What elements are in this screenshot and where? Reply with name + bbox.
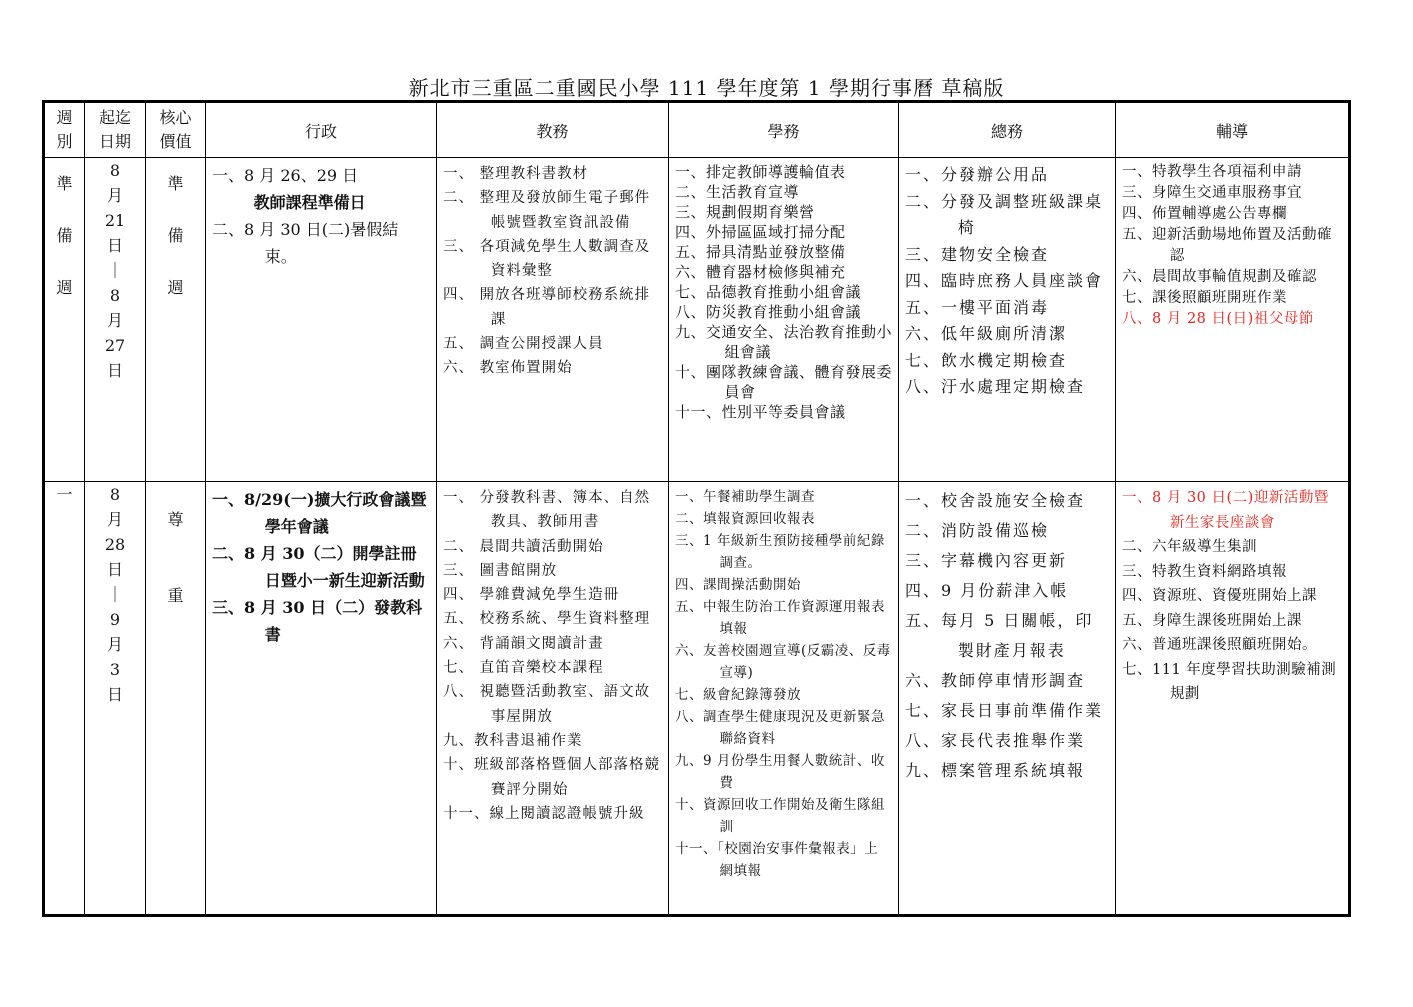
list-item: 四、外掃區區域打掃分配 (675, 223, 846, 241)
page-title: 新北市三重區二重國民小學 111 學年度第 1 學期行事曆 草稿版 (408, 76, 1005, 100)
list-item: 七、家長日事前準備作業 (905, 701, 1104, 720)
list-item: 十一、線上閱讀認證帳號升級 (443, 805, 645, 822)
list-item: 六、 背誦韻文閱讀計畫 (443, 635, 604, 652)
list-item: 一、分發辦公用品 (905, 165, 1050, 184)
list-item: 二、填報資源回收報表 (675, 511, 815, 527)
counseling-cell (1116, 482, 1350, 916)
list-item: 三、建物安全檢查 (905, 244, 1050, 264)
list-item: 六、 教室佈置開始 (443, 360, 573, 377)
list-item: 三、特教生資料網路填報 (1122, 563, 1287, 580)
list-item: 五、中報生防治工作資源運用報表填報 (675, 599, 885, 637)
teaching-cell (437, 158, 669, 482)
counseling-cell (1116, 158, 1350, 482)
list-item: 四、9 月份薪津入帳 (905, 581, 1069, 600)
list-item: 十、班級部落格暨個人部落格競賽評分開始 (443, 757, 660, 798)
core-value-cell: 準 備 週 (146, 158, 206, 482)
list-item: 三、規劃假期育樂營 (675, 203, 815, 221)
list-item: 四、臨時庶務人員座談會 (905, 271, 1104, 290)
student-affairs-cell (669, 158, 899, 482)
list-item: 七、級會紀錄簿發放 (675, 687, 801, 703)
list-item: 一、8/29(一)擴大行政會議暨學年會議 (212, 490, 427, 536)
header-core-value: 核心 價值 (146, 102, 206, 158)
list-item: 八、防災教育推動小組會議 (675, 303, 862, 321)
list-item: 一、 分發教科書、簿本、自然教具、教師用書 (443, 490, 651, 531)
list-item: 八、 視聽暨活動教室、語文故事屋開放 (443, 684, 651, 725)
list-item: 十一、性別平等委員會議 (675, 403, 846, 421)
list-item: 二、8 月 30（二）開學註冊日暨小一新生迎新活動 (212, 544, 425, 590)
list-item: 六、普通班課後照顧班開始。 (1122, 637, 1317, 653)
list-item: 一、 整理教科書教材 (443, 166, 589, 182)
list-item: 七、品德教育推動小組會議 (675, 283, 862, 301)
admin-cell (206, 482, 437, 916)
date-range-cell: 8 月 28 日 ｜ 9 月 3 日 (85, 482, 146, 916)
list-item: 四、 開放各班導師校務系統排課 (443, 287, 651, 328)
list-item: 一、8 月 26、29 日 (212, 166, 359, 185)
list-item: 九、標案管理系統填報 (905, 761, 1086, 780)
week-cell: 一 (44, 482, 85, 916)
list-item: 三、 圖書館開放 (443, 562, 558, 579)
list-item: 一、午餐補助學生調查 (675, 489, 815, 505)
list-item: 五、每月 5 日關帳，印製財產月報表 (905, 611, 1094, 660)
list-item: 一、特教學生各項福利申請 (1122, 164, 1302, 180)
student-affairs-cell (669, 482, 899, 916)
header-admin: 行政 (206, 102, 437, 158)
list-item: 三、字幕機內容更新 (905, 551, 1068, 570)
admin-cell (206, 158, 437, 482)
list-item: 二、生活教育宣導 (675, 183, 800, 201)
week-cell: 準 備 週 (44, 158, 85, 482)
list-item: 七、飲水機定期檢查 (905, 350, 1068, 370)
date-range-cell: 8 月 21 日 ｜ 8 月 27 日 (85, 158, 146, 482)
header-counseling: 輔導 (1116, 102, 1350, 158)
list-item: 一、校舍設施安全檢查 (905, 491, 1086, 510)
list-item: 二、分發及調整班級課桌椅 (905, 191, 1104, 237)
list-item: 二、 整理及發放師生電子郵件帳號暨教室資訊設備 (443, 190, 651, 231)
list-item: 四、課間操活動開始 (675, 577, 801, 593)
list-item: 十、資源回收工作開始及衛生隊組訓 (675, 797, 885, 835)
list-item: 八、調查學生健康現況及更新緊急聯絡資料 (675, 709, 885, 747)
list-item: 九、教科書退補作業 (443, 732, 583, 749)
header-week: 週 別 (44, 102, 85, 158)
list-item: 四、資源班、資優班開始上課 (1122, 588, 1317, 604)
header-date: 起迄 日期 (85, 102, 146, 158)
list-item: 二、8 月 30 日(二)暑假結束。 (212, 220, 399, 266)
table-row (44, 482, 1350, 916)
list-item: 三、8 月 30 日（二）發教科書 (212, 598, 423, 644)
header-teaching: 教務 (437, 102, 669, 158)
list-item: 五、迎新活動場地佈置及活動確認 (1122, 227, 1332, 264)
teaching-cell (437, 482, 669, 916)
list-item: 教師課程準備日 (253, 193, 366, 212)
header-row (44, 102, 1350, 158)
core-value-cell: 尊 重 (146, 482, 206, 916)
list-item: 七、課後照顧班開班作業 (1122, 290, 1287, 306)
list-item: 六、體育器材檢修與補充 (675, 263, 846, 281)
list-item: 五、掃具清點並發放整備 (675, 243, 846, 261)
list-item: 六、低年級廁所清潔 (905, 324, 1068, 343)
list-item: 二、消防設備巡檢 (905, 521, 1050, 540)
list-item: 三、身障生交通車服務事宜 (1122, 185, 1302, 201)
list-item: 五、身障生課後班開始上課 (1122, 612, 1302, 629)
general-affairs-cell (899, 158, 1116, 482)
list-item: 六、友善校園週宣導(反霸凌、反毒宣導) (675, 643, 891, 681)
list-item: 五、一樓平面消毒 (905, 297, 1050, 317)
list-item-highlight: 一、8 月 30 日(二)迎新活動暨新生家長座談會 (1122, 490, 1329, 531)
list-item: 二、六年級導生集訓 (1122, 539, 1257, 555)
list-item: 五、 校務系統、學生資料整理 (443, 611, 651, 628)
list-item: 九、9 月份學生用餐人數統計、收費 (675, 753, 885, 791)
list-item: 二、 晨間共讀活動開始 (443, 538, 604, 555)
list-item: 十、團隊教練會議、體育發展委員會 (675, 363, 893, 401)
list-item: 五、 調查公開授課人員 (443, 336, 604, 353)
list-item-highlight: 八、8 月 28 日(日)祖父母節 (1122, 311, 1314, 327)
list-item: 八、汙水處理定期檢查 (905, 377, 1086, 396)
list-item: 一、排定教師導護輪值表 (675, 163, 846, 181)
list-item: 九、交通安全、法治教育推動小組會議 (675, 323, 893, 361)
general-affairs-cell (899, 482, 1116, 916)
header-general-affairs: 總務 (899, 102, 1116, 158)
list-item: 六、教師停車情形調查 (905, 671, 1086, 690)
header-student-affairs: 學務 (669, 102, 899, 158)
list-item: 十一、「校園治安事件彙報表」上網填報 (675, 841, 879, 879)
list-item: 三、1 年級新生預防接種學前紀錄調查。 (675, 533, 885, 571)
list-item: 三、 各項減免學生人數調查及資料彙整 (443, 238, 651, 280)
list-item: 四、佈置輔導處公告專欄 (1122, 206, 1287, 222)
table-row (44, 158, 1350, 482)
list-item: 六、晨間故事輪值規劃及確認 (1122, 269, 1317, 285)
list-item: 八、家長代表推舉作業 (905, 731, 1086, 750)
list-item: 七、111 年度學習扶助測驗補測規劃 (1122, 661, 1337, 702)
list-item: 七、 直笛音樂校本課程 (443, 660, 604, 677)
list-item: 四、 學雜費減免學生造冊 (443, 587, 620, 604)
calendar-table (42, 100, 1351, 917)
